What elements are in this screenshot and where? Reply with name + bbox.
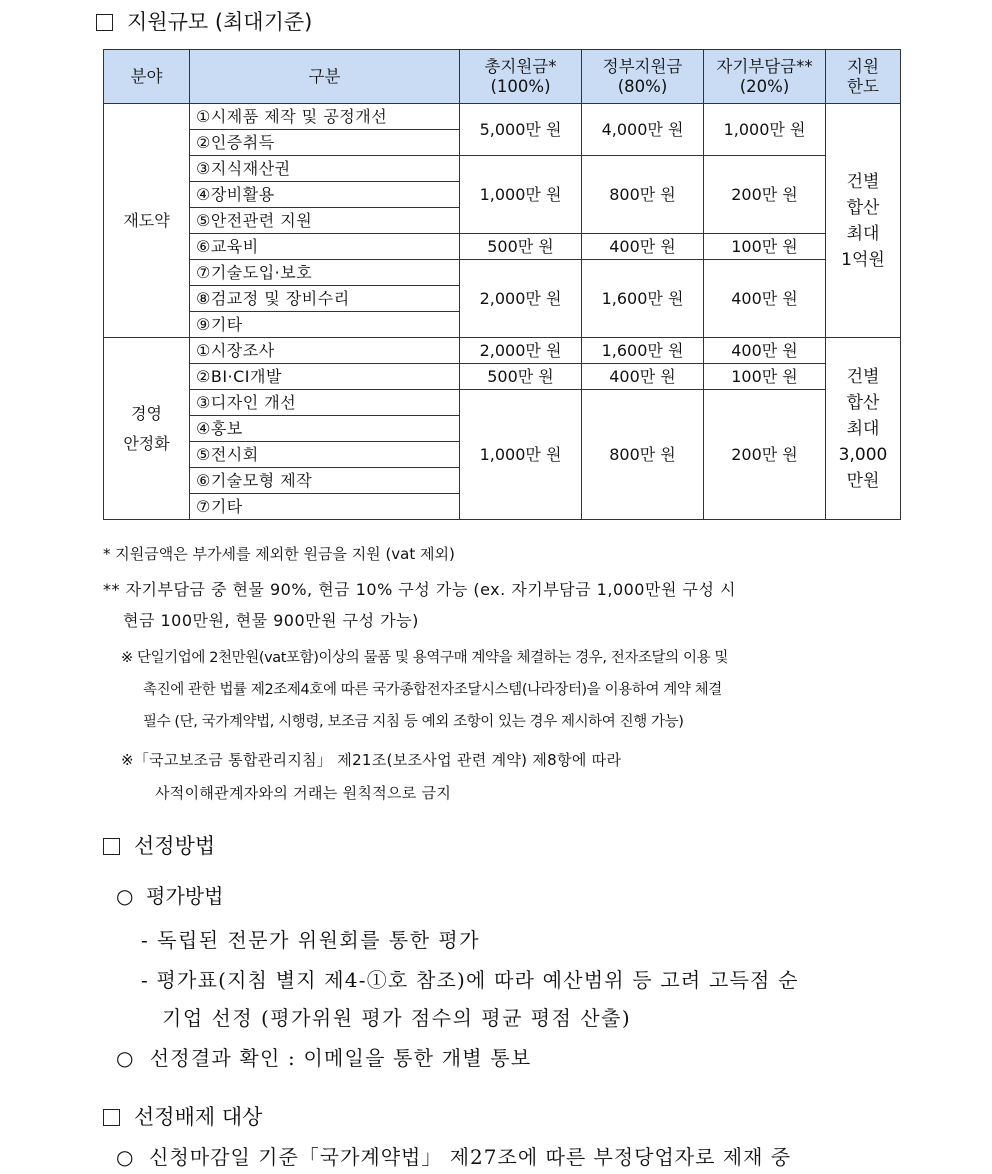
item-cell: ⑨기타 — [190, 312, 460, 338]
eval-item-scoring-cont: 기업 선정 (평가위원 평가 점수의 평균 평점 산출) — [162, 1006, 632, 1030]
list-item — [116, 1141, 791, 1170]
limit-cell-rebound: 건별 합산 최대 1억원 — [826, 104, 901, 338]
field-cell-stabilization: 경영 안정화 — [104, 338, 190, 520]
eval-item-committee: 독립된 전문가 위원회를 통한 평가 — [157, 928, 481, 952]
header-gov: 정부지원금 (80%) — [582, 50, 704, 104]
table-row — [104, 390, 901, 416]
table-row — [104, 156, 901, 182]
header-total: 총지원금* (100%) — [460, 50, 582, 104]
amount-gov: 400만 원 — [582, 234, 704, 260]
amount-self: 100만 원 — [704, 364, 826, 390]
eval-method-title: 평가방법 — [146, 884, 224, 908]
item-cell: ①시제품 제작 및 공정개선 — [190, 104, 460, 130]
item-cell: ③디자인 개선 — [190, 390, 460, 416]
amount-total: 1,000만 원 — [460, 156, 582, 234]
table-row — [104, 234, 901, 260]
amount-gov: 800만 원 — [582, 390, 704, 520]
amount-self: 1,000만 원 — [704, 104, 826, 156]
header-category: 구분 — [190, 50, 460, 104]
limit-cell-stabilization: 건별 합산 최대 3,000 만원 — [826, 338, 901, 520]
amount-self: 100만 원 — [704, 234, 826, 260]
amount-total: 500만 원 — [460, 234, 582, 260]
table-row — [104, 104, 901, 130]
table-row — [104, 364, 901, 390]
note-subsidy-rule: ※「국고보조금 통합관리지침」 제21조(보조사업 관련 계약) 제8항에 따라 사적이해관계자와의 거래는 원칙적으로 금지 — [121, 751, 622, 802]
section-scale-title: 지원규모 (최대기준) — [127, 10, 313, 34]
amount-gov: 800만 원 — [582, 156, 704, 234]
amount-gov: 400만 원 — [582, 364, 704, 390]
support-scale-table — [103, 49, 901, 520]
section-exclusion-heading — [103, 1101, 262, 1131]
field-cell-rebound: 재도약 — [104, 104, 190, 338]
amount-gov: 1,600만 원 — [582, 338, 704, 364]
item-cell: ⑥교육비 — [190, 234, 460, 260]
amount-self: 200만 원 — [704, 156, 826, 234]
item-cell: ⑥기술모형 제작 — [190, 468, 460, 494]
item-cell: ⑧검교정 및 장비수리 — [190, 286, 460, 312]
dash-icon: - — [141, 968, 149, 992]
list-item — [116, 1042, 531, 1071]
amount-total: 500만 원 — [460, 364, 582, 390]
dash-icon: - — [141, 928, 150, 952]
bullet-circle-icon: ○ — [116, 1046, 135, 1070]
item-cell: ⑦기술도입·보호 — [190, 260, 460, 286]
checkbox-square-icon — [96, 14, 113, 31]
item-cell: ②인증취득 — [190, 130, 460, 156]
exclusion-item-text: 신청마감일 기준「국가계약법」 제27조에 따른 부정당업자로 제재 중 — [149, 1145, 792, 1169]
amount-self: 400만 원 — [704, 260, 826, 338]
note-vat: * 지원금액은 부가세를 제외한 원금을 지원 (vat 제외) — [103, 545, 455, 563]
header-self: 자기부담금** (20%) — [704, 50, 826, 104]
selection-result-text: 선정결과 확인 : 이메일을 통한 개별 통보 — [149, 1046, 532, 1070]
section-selection-heading — [103, 830, 215, 860]
section-exclusion-title: 선정배제 대상 — [134, 1105, 263, 1129]
item-cell: ②BI·CI개발 — [190, 364, 460, 390]
table-row — [104, 260, 901, 286]
bullet-circle-icon: ○ — [116, 884, 134, 908]
amount-gov: 1,600만 원 — [582, 260, 704, 338]
list-item — [141, 924, 480, 953]
note-e-procurement: ※ 단일기업에 2천만원(vat포함)이상의 물품 및 용역구매 계약을 체결하는 경우, 전자조달의 이용 및 촉진에 관한 법률 제2조제4호에 따른 국가종합전자조달시스템(나라장터)을 이용하여 계약 체결 필수 (단, 국가계약법, 시행령, 보조금 지침 등 예외 조항이 있는 경우 제시하여 진행 가능) — [121, 650, 729, 730]
section-selection-title: 선정방법 — [134, 834, 216, 858]
item-cell: ④홍보 — [190, 416, 460, 442]
item-cell: ⑤전시회 — [190, 442, 460, 468]
amount-total: 2,000만 원 — [460, 260, 582, 338]
list-item — [141, 964, 799, 993]
item-cell: ③지식재산권 — [190, 156, 460, 182]
amount-self: 400만 원 — [704, 338, 826, 364]
amount-self: 200만 원 — [704, 390, 826, 520]
table-row — [104, 338, 901, 364]
amount-total: 1,000만 원 — [460, 390, 582, 520]
section-scale-heading — [96, 6, 312, 36]
amount-total: 5,000만 원 — [460, 104, 582, 156]
header-limit: 지원 한도 — [826, 50, 901, 104]
note-self-burden: ** 자기부담금 중 현물 90%, 현금 10% 구성 가능 (ex. 자기부담금 1,000만원 구성 시 현금 100만원, 현물 900만원 구성 가능) — [103, 580, 736, 630]
eval-item-scoring: 평가표(지침 별지 제4-①호 참조)에 따라 예산범위 등 고려 고득점 순 — [156, 968, 799, 992]
amount-gov: 4,000만 원 — [582, 104, 704, 156]
item-cell: ⑤안전관련 지원 — [190, 208, 460, 234]
item-cell: ①시장조사 — [190, 338, 460, 364]
list-item — [116, 880, 223, 909]
table-header-row — [104, 50, 901, 104]
amount-total: 2,000만 원 — [460, 338, 582, 364]
bullet-circle-icon: ○ — [116, 1145, 135, 1169]
table-notes — [103, 540, 455, 568]
checkbox-square-icon — [103, 838, 120, 855]
header-field: 분야 — [104, 50, 190, 104]
checkbox-square-icon — [103, 1109, 120, 1126]
item-cell: ⑦기타 — [190, 494, 460, 520]
item-cell: ④장비활용 — [190, 182, 460, 208]
